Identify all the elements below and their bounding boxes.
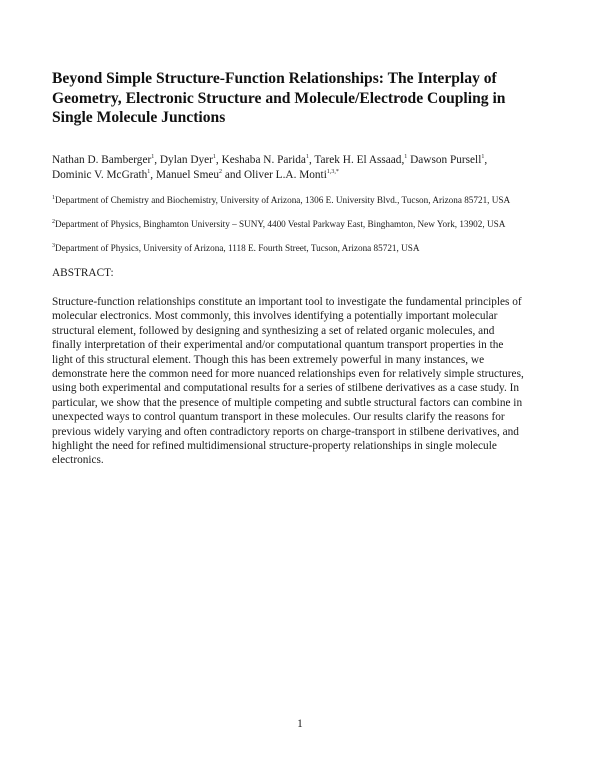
author-name: Oliver L.A. Monti — [244, 169, 327, 181]
abstract-line: demonstrate here the common need for more nuanced relationships even for relatively simple structures, — [52, 368, 524, 381]
author-name: Dominic V. McGrath — [52, 169, 148, 181]
affiliation-text: Department of Chemistry and Biochemistry, University of Arizona, 1306 E. University Blvd., Tucson, Arizona 85721, USA — [55, 195, 511, 205]
author-name: Keshaba N. Parida — [221, 154, 306, 166]
abstract-line: molecular electronics. Most commonly, this involves identifying a potentially important molecular — [52, 310, 498, 323]
author-name: Dylan Dyer — [159, 154, 213, 166]
affiliation-mark: 3 — [52, 242, 55, 249]
abstract-line: light of this structural element. Though this has been extremely powerful in many instances, we — [52, 353, 485, 366]
abstract-body — [52, 295, 552, 468]
abstract-heading: ABSTRACT: — [52, 267, 114, 279]
author-affiliation-mark: 2 — [219, 169, 223, 176]
author-separator: , — [150, 169, 156, 181]
author-separator: , — [308, 154, 315, 166]
abstract-line: Structure-function relationships constitute an important tool to investigate the fundamental principles of — [52, 296, 522, 308]
author-separator: , — [154, 154, 160, 166]
abstract-line: structural element, followed by designing and synthesizing a set of related organic molecules, and — [52, 324, 495, 337]
author-name: Tarek H. El Assaad, — [314, 154, 405, 166]
author-separator: , — [215, 154, 222, 166]
affiliation-1 — [52, 194, 572, 206]
affiliation-text: Department of Physics, Binghamton University – SUNY, 4400 Vestal Parkway East, Binghamton, New York, 13902, USA — [55, 219, 506, 229]
author-separator: , — [484, 154, 488, 166]
paper-title-line: Geometry, Electronic Structure and Molecule/Electrode Coupling in — [52, 89, 506, 107]
author-affiliation-mark: 1 — [212, 154, 216, 161]
author-affiliation-mark: 1 — [147, 169, 151, 176]
author-name: Manuel Smeu — [155, 169, 220, 181]
author-list — [52, 153, 562, 183]
author-affiliation-mark: 1 — [481, 154, 485, 161]
author-affiliation-mark: 1 — [404, 154, 408, 161]
abstract-line: previous widely varying and often contradictory reports on charge-transport in stilbene derivatives, and — [52, 425, 519, 438]
paper-title-line: Beyond Simple Structure-Function Relationships: The Interplay of — [52, 70, 497, 87]
abstract-line: finally interpretation of their experimental and/or computational quantum transport properties in the — [52, 339, 504, 352]
abstract-line: using both experimental and computational results for a series of stilbene derivatives as a case study. In — [52, 382, 520, 395]
affiliation-text: Department of Physics, University of Arizona, 1118 E. Fourth Street, Tucson, Arizona 85721, USA — [55, 243, 420, 253]
author-name: Nathan D. Bamberger — [52, 154, 152, 166]
author-affiliation-mark: 1,3,* — [326, 169, 339, 176]
abstract-line: unexpected ways to control quantum transport in these molecules. Our results clarify the reasons for — [52, 411, 505, 424]
abstract-line: electronics. — [52, 454, 104, 467]
abstract-line: highlight the need for refined multidimensional structure-property relationships in single molecule — [52, 440, 497, 453]
author-name: Dawson Pursell — [410, 154, 482, 166]
page-number: 1 — [297, 718, 303, 730]
abstract-line: particular, we show that the presence of multiple competing and subtle structural factors can combine in — [52, 396, 523, 409]
author-affiliation-mark: 1 — [151, 154, 155, 161]
affiliation-3 — [52, 242, 572, 254]
affiliation-2 — [52, 218, 572, 230]
author-separator: and — [222, 169, 244, 181]
affiliation-mark: 2 — [52, 218, 55, 225]
affiliation-mark: 1 — [52, 194, 55, 201]
author-affiliation-mark: 1 — [305, 154, 309, 161]
paper-title-line: Single Molecule Junctions — [52, 109, 226, 126]
paper-title — [52, 69, 552, 128]
